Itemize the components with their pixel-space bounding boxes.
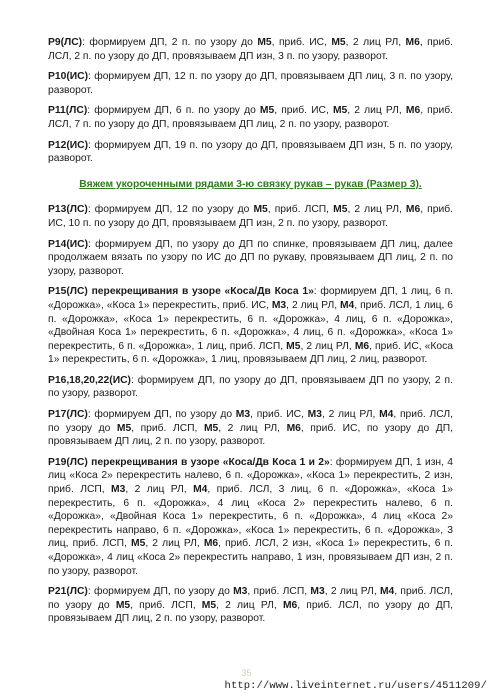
row-label: Р17(ЛС) [48,409,88,421]
instruction-row-paragraph [48,104,453,131]
row-instruction-text: : формируем ДП, по узору до М3, приб. ИС, М3, 2 лиц РЛ, М4, приб. ЛСЛ, по узору до М5, приб. ЛСП, М5, 2 лиц РЛ, М6, приб. ИС, по узору до ДП, провязываем ДП лиц, 2 п. по узору, разворот. [48,409,453,448]
instruction-row-paragraph [48,408,453,449]
instruction-row-paragraph [48,585,453,626]
row-instruction-text: : формируем ДП, 12 п. по узору до ДП, провязываем ДП лиц, 3 п. по узору, разворот. [48,71,453,96]
row-instruction-text: : формируем ДП, по узору до ДП по спинке, провязываем ДП лиц, далее продолжаем вязать по узору по ИС до ДП по рукаву, провязываем ДП лиц, 2 п. по узору, разворот. [48,238,453,277]
instruction-row-paragraph [48,70,453,97]
paragraph-group-bottom [48,203,453,626]
row-instruction-text: : формируем ДП, 12 по узору до М5, приб. ЛСП, М5, 2 лиц РЛ, М6, приб. ИС, 10 п. по узору до ДП, провязываем ДП изн, 2 п. по узору, разворот. [48,204,453,229]
row-label: Р12(ИС) [48,139,89,151]
instruction-row-paragraph [48,238,453,279]
row-instruction-text: : формируем ДП, по узору до ДП, провязываем ДП по узору, 2 п. по узору, разворот. [48,374,453,400]
instruction-row-paragraph [48,374,453,401]
row-label: Р21(ЛС) [48,586,88,598]
row-label: Р15(ЛС) перекрещивания в узоре «Коса/Дв Коса 1» [48,286,314,298]
instruction-row-paragraph [48,203,453,230]
row-instruction-text: : формируем ДП, 6 п. по узору до М5, приб. ИС, М5, 2 лиц РЛ, М6, приб. ЛСЛ, 7 п. по узору до ДП, провязываем ДП лиц, 2 п. по узору, разворот. [48,105,453,130]
source-url-watermark[interactable]: http://www.liveinternet.ru/users/4511209/ [224,680,487,692]
instruction-row-paragraph [48,139,453,166]
row-label: Р11(ЛС) [48,105,88,117]
instruction-row-paragraph [48,285,453,367]
row-label: Р10(ИС) [48,71,89,83]
row-instruction-text: : формируем ДП, по узору до М3, приб. ЛСП, М3, 2 лиц РЛ, М4, приб. ЛСЛ, по узору до М5, приб. ЛСП, М5, 2 лиц РЛ, М6, приб. ЛСЛ, по узору до ДП, провязываем ДП лиц, 2 п. по узору, разворот. [48,586,453,625]
row-label: Р9(ЛС) [48,37,83,48]
row-instruction-text: : формируем ДП, 2 п. по узору до М5, приб. ИС, М5, 2 лиц РЛ, М6, приб. ЛСЛ, 2 п. по узору до ДП, провязываем ДП изн, 3 п. по узору, разворот. [48,37,453,62]
instruction-row-paragraph [48,456,453,578]
paragraph-group-top [48,36,453,166]
row-instruction-text: : формируем ДП, 19 п. по узору до ДП, провязываем ДП изн, 5 п. по узору, разворот. [48,139,453,165]
page-number: 35 [241,668,252,678]
row-label: Р13(ЛС) [48,204,88,216]
row-instruction-text: : формируем ДП, 1 лиц, 6 п. «Дорожка», «Коса 1» перекрестить, приб. ИС, М3, 2 лиц РЛ, М4, приб. ЛСЛ, 1 лиц, 6 п. «Дорожка», «Коса 1» перекрестить, 6 п. «Дорожка», 4 лиц, 6 п. «Дорожка», «Двойная Коса 1» перекрестить, 6 п. «Дорожка», 4 лиц, 6 п. «Дорожка», «Коса 1» перекрестить, 6 п. «Дорожка», 1 лиц, приб. ЛСП, М5, 2 лиц РЛ, М6, приб. ИС, «Коса 1» перекрестить, 6 п. «Дорожка», 1 лиц, провязываем ДП лиц, 2 лиц, разворот. [48,286,453,366]
section-heading: Вяжем укороченными рядами 3-ю связку рукав – рукав (Размер 3). [79,178,422,190]
row-label: Р19(ЛС) перекрещивания в узоре «Коса/Дв Коса 1 и 2» [48,456,330,468]
instruction-row-paragraph [48,36,453,63]
row-label: Р14(ИС) [48,238,89,250]
row-instruction-text: : формируем ДП, 1 изн, 4 лиц «Коса 2» перекрестить налево, 6 п. «Дорожка», «Коса 1» перекрестить, 2 изн, приб. ЛСП, М3, 2 лиц РЛ, М4, приб. ЛСЛ, 3 лиц, 6 п. «Дорожка», «Коса 1» перекрестить, 6 п. «Дорожка», 4 лиц «Коса 2» перекрестить налево, 6 п. «Дорожка», «Двойная Коса 1» перекрестить, 6 п. «Дорожка», 4 лиц «Коса 2» перекрестить направо, 6 п. «Дорожка», «Коса 1» перекрестить, 6 п. «Дорожка», 3 лиц, приб. ЛСП, М5, 2 лиц РЛ, М6, приб. ЛСЛ, 2 изн, «Коса 1» перекрестить, 6 п. «Дорожка», 4 лиц «Коса 2» перекрестить направо, 1 изн, провязываем ДП изн, 2 п. по узору, разворот. [48,456,453,577]
row-label: Р16,18,20,22(ИС) [48,374,131,386]
